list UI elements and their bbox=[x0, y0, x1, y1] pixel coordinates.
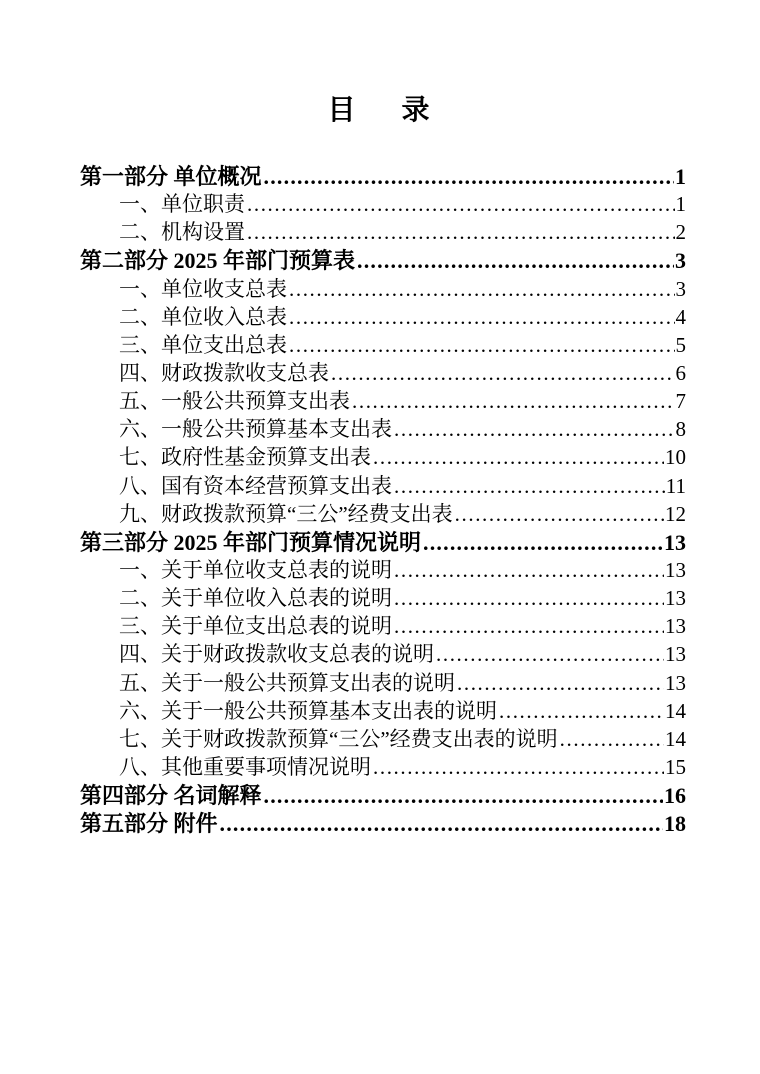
toc-entry-page: 4 bbox=[675, 304, 686, 329]
dot-leader bbox=[394, 558, 664, 583]
dot-leader bbox=[560, 727, 664, 752]
toc-entry[interactable] bbox=[80, 582, 686, 610]
toc-entry-page: 1 bbox=[675, 192, 686, 217]
dot-leader bbox=[373, 445, 664, 470]
toc-entry-page: 13 bbox=[665, 557, 686, 582]
toc-entry-label: 一、单位收支总表 bbox=[119, 276, 287, 301]
toc-entry[interactable] bbox=[80, 751, 686, 779]
toc-entry-label: 四、财政拨款收支总表 bbox=[119, 360, 329, 385]
dot-leader bbox=[247, 220, 675, 245]
toc-entry-label: 三、单位支出总表 bbox=[119, 332, 287, 357]
dot-leader bbox=[373, 755, 664, 780]
toc-entry[interactable] bbox=[80, 188, 686, 216]
dot-leader bbox=[289, 277, 675, 302]
toc-entry-page: 16 bbox=[664, 783, 686, 809]
toc-entry-page: 3 bbox=[675, 276, 686, 301]
toc-entry[interactable] bbox=[80, 723, 686, 751]
toc-entry-page: 8 bbox=[675, 417, 686, 442]
toc-entry-label: 六、一般公共预算基本支出表 bbox=[119, 417, 392, 442]
toc-entry-label: 二、机构设置 bbox=[119, 220, 245, 245]
toc-entry[interactable] bbox=[80, 273, 686, 301]
toc-entry-label: 四、关于财政拨款收支总表的说明 bbox=[119, 642, 434, 667]
toc-entry[interactable] bbox=[80, 413, 686, 441]
toc-entry[interactable] bbox=[80, 329, 686, 357]
toc-entry[interactable] bbox=[80, 160, 686, 188]
toc-entry-page: 6 bbox=[675, 360, 686, 385]
toc-entry-label: 一、单位职责 bbox=[119, 192, 245, 217]
toc-entry[interactable] bbox=[80, 301, 686, 329]
dot-leader bbox=[457, 671, 664, 696]
dot-leader bbox=[352, 389, 675, 414]
toc-entry-page: 12 bbox=[665, 501, 686, 526]
dot-leader bbox=[247, 192, 675, 217]
toc-entry-label: 三、关于单位支出总表的说明 bbox=[119, 614, 392, 639]
toc-entry[interactable] bbox=[80, 526, 686, 554]
toc-entry-page: 13 bbox=[665, 614, 686, 639]
toc-list bbox=[80, 160, 686, 835]
toc-entry[interactable] bbox=[80, 638, 686, 666]
toc-entry-page: 18 bbox=[664, 811, 686, 837]
toc-entry-page: 5 bbox=[675, 332, 686, 357]
page-title: 目 录 bbox=[327, 95, 439, 126]
toc-entry-label: 七、政府性基金预算支出表 bbox=[119, 445, 371, 470]
toc-entry-page: 2 bbox=[675, 220, 686, 245]
toc-entry-page: 14 bbox=[665, 726, 686, 751]
dot-leader bbox=[423, 530, 663, 556]
toc-entry-label: 一、关于单位收支总表的说明 bbox=[119, 557, 392, 582]
dot-leader bbox=[499, 699, 664, 724]
dot-leader bbox=[455, 502, 664, 527]
toc-entry[interactable] bbox=[80, 779, 686, 807]
dot-leader bbox=[220, 811, 663, 837]
dot-leader bbox=[331, 361, 675, 386]
toc-entry[interactable] bbox=[80, 667, 686, 695]
toc-entry-label: 八、其他重要事项情况说明 bbox=[119, 754, 371, 779]
toc-entry-label: 九、财政拨款预算“三公”经费支出表 bbox=[119, 501, 453, 526]
toc-entry[interactable] bbox=[80, 807, 686, 835]
toc-entry-label: 五、关于一般公共预算支出表的说明 bbox=[119, 670, 455, 695]
toc-entry-page: 15 bbox=[665, 754, 686, 779]
toc-entry-page: 13 bbox=[664, 529, 686, 555]
toc-entry-page: 11 bbox=[665, 473, 686, 498]
toc-entry-label: 第三部分 2025 年部门预算情况说明 bbox=[80, 529, 422, 555]
toc-entry[interactable] bbox=[80, 498, 686, 526]
toc-entry[interactable] bbox=[80, 244, 686, 272]
toc-entry-page: 1 bbox=[675, 164, 686, 189]
toc-entry-page: 3 bbox=[675, 248, 686, 274]
toc-entry[interactable] bbox=[80, 695, 686, 723]
toc-entry-label: 八、国有资本经营预算支出表 bbox=[119, 473, 392, 498]
toc-entry[interactable] bbox=[80, 216, 686, 244]
dot-leader bbox=[264, 783, 663, 809]
dot-leader bbox=[436, 642, 664, 667]
toc-entry-label: 第一部分 单位概况 bbox=[80, 164, 262, 189]
toc-entry[interactable] bbox=[80, 385, 686, 413]
toc-entry-label: 第二部分 2025 年部门预算表 bbox=[80, 248, 356, 274]
toc-entry-page: 13 bbox=[665, 642, 686, 667]
toc-entry[interactable] bbox=[80, 470, 686, 498]
dot-leader bbox=[394, 586, 664, 611]
dot-leader bbox=[394, 417, 675, 442]
toc-entry[interactable] bbox=[80, 357, 686, 385]
dot-leader bbox=[357, 248, 674, 274]
dot-leader bbox=[264, 164, 674, 190]
toc-entry-label: 五、一般公共预算支出表 bbox=[119, 389, 350, 414]
toc-entry-label: 第四部分 名词解释 bbox=[80, 783, 262, 809]
toc-entry-page: 7 bbox=[675, 389, 686, 414]
toc-entry-label: 第五部分 附件 bbox=[80, 811, 218, 837]
toc-entry-label: 七、关于财政拨款预算“三公”经费支出表的说明 bbox=[119, 726, 558, 751]
toc-entry-label: 二、单位收入总表 bbox=[119, 304, 287, 329]
dot-leader bbox=[289, 305, 675, 330]
dot-leader bbox=[394, 474, 665, 499]
dot-leader bbox=[289, 333, 675, 358]
toc-entry-page: 13 bbox=[665, 586, 686, 611]
toc-entry[interactable] bbox=[80, 610, 686, 638]
toc-entry-label: 二、关于单位收入总表的说明 bbox=[119, 586, 392, 611]
toc-entry-label: 六、关于一般公共预算基本支出表的说明 bbox=[119, 698, 497, 723]
toc-entry-page: 13 bbox=[665, 670, 686, 695]
toc-entry-page: 14 bbox=[665, 698, 686, 723]
toc-entry-page: 10 bbox=[665, 445, 686, 470]
toc-entry[interactable] bbox=[80, 441, 686, 469]
toc-entry[interactable] bbox=[80, 554, 686, 582]
dot-leader bbox=[394, 614, 664, 639]
